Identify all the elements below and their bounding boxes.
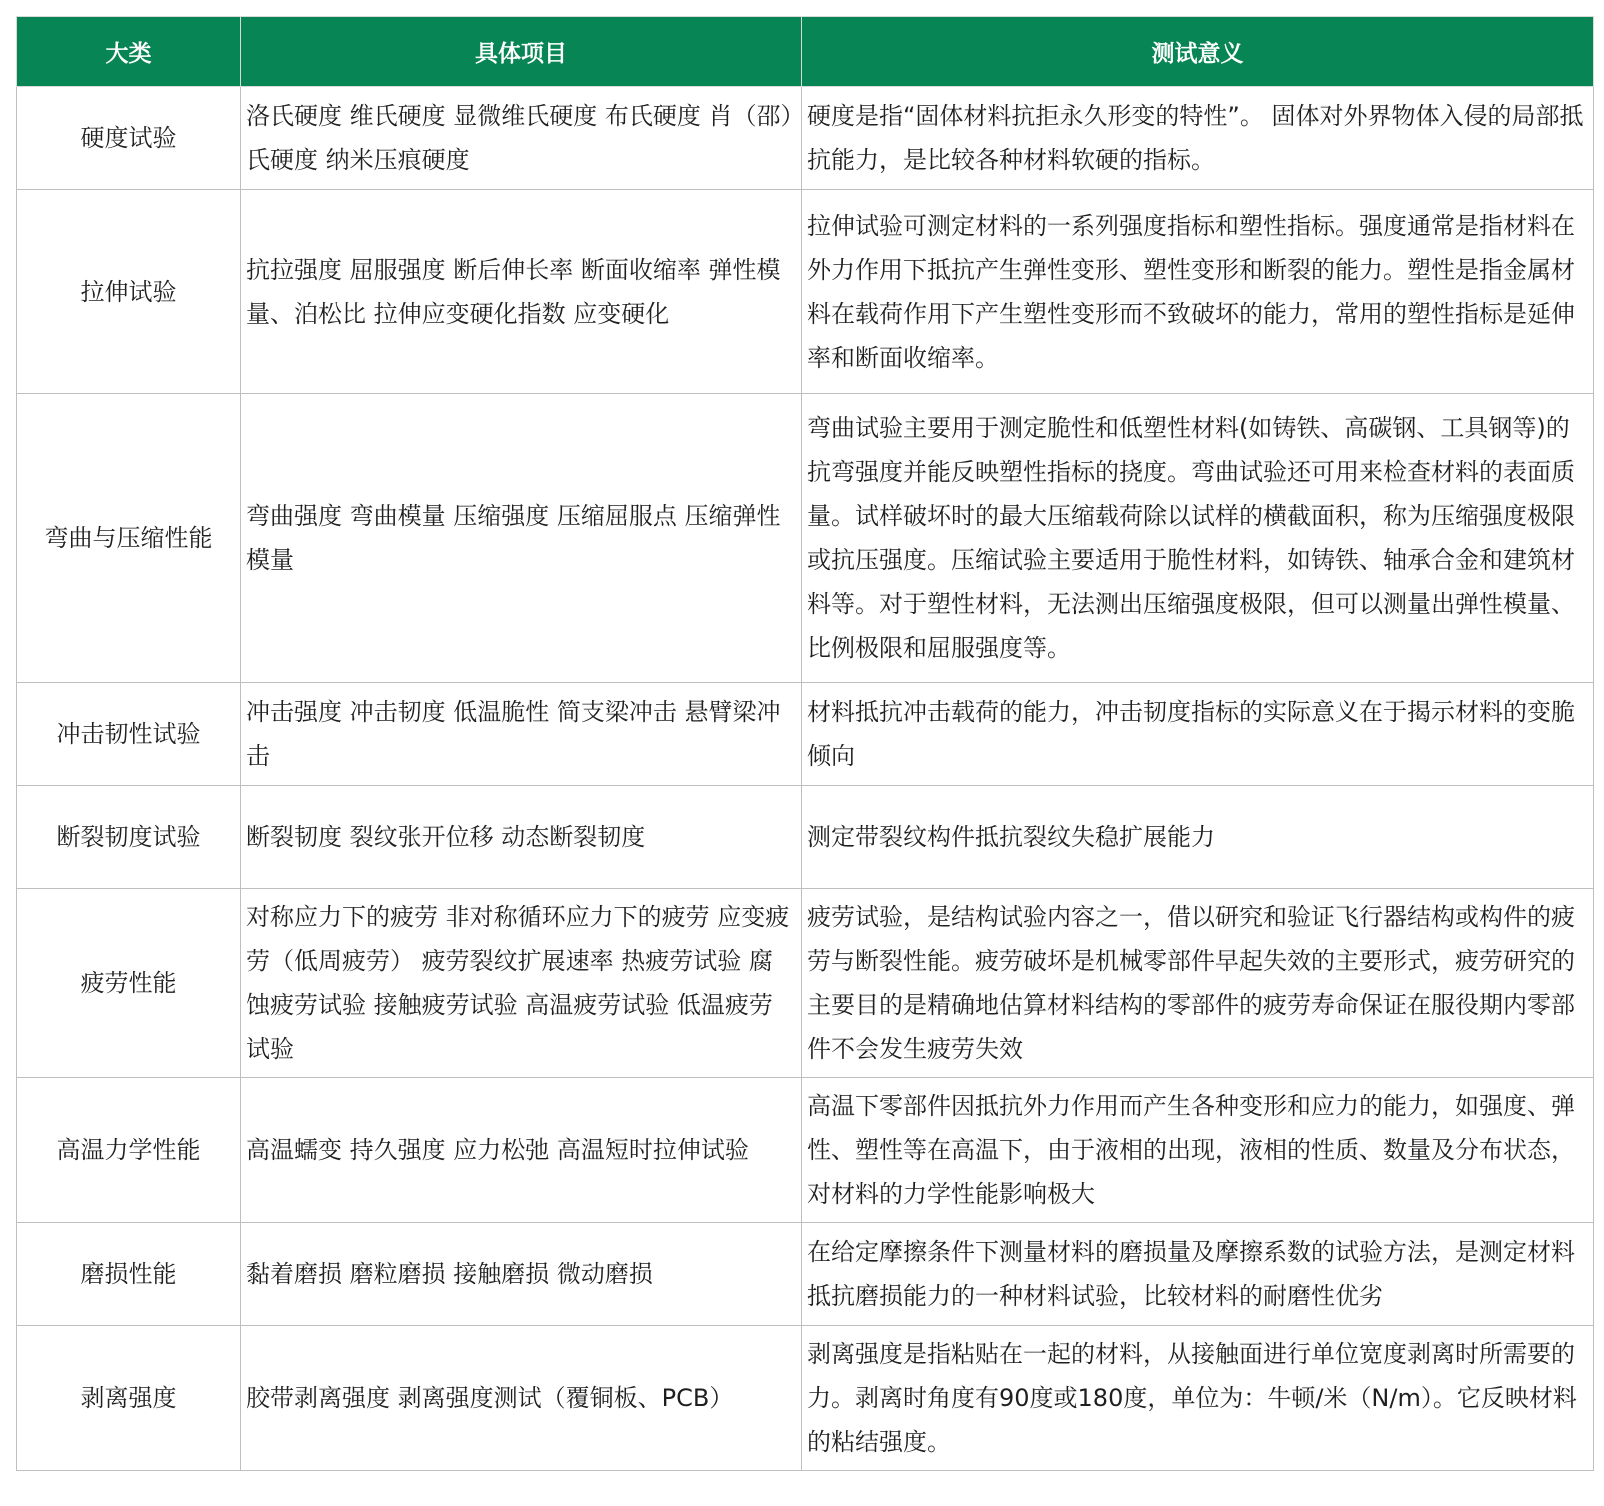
row-items: 弯曲强度 弯曲模量 压缩强度 压缩屈服点 压缩弹性模量 <box>241 394 802 683</box>
row-category: 弯曲与压缩性能 <box>17 394 241 683</box>
row-meaning: 拉伸试验可测定材料的一系列强度指标和塑性指标。强度通常是指材料在外力作用下抵抗产生弹性变形、塑性变形和断裂的能力。塑性是指金属材料在载荷作用下产生塑性变形而不致破坏的能力，常用的塑性指标是延伸率和断面收缩率。 <box>802 190 1594 394</box>
row-meaning: 材料抵抗冲击载荷的能力，冲击韧度指标的实际意义在于揭示材料的变脆倾向 <box>802 683 1594 786</box>
table-row <box>17 87 1594 190</box>
header-category: 大类 <box>17 17 241 87</box>
table-row <box>17 190 1594 394</box>
row-meaning: 疲劳试验，是结构试验内容之一，借以研究和验证飞行器结构或构件的疲劳与断裂性能。疲劳破坏是机械零部件早起失效的主要形式，疲劳研究的主要目的是精确地估算材料结构的零部件的疲劳寿命保证在服役期内零部件不会发生疲劳失效 <box>802 889 1594 1078</box>
row-items: 抗拉强度 屈服强度 断后伸长率 断面收缩率 弹性模量、泊松比 拉伸应变硬化指数 应变硬化 <box>241 190 802 394</box>
row-items: 黏着磨损 磨粒磨损 接触磨损 微动磨损 <box>241 1223 802 1326</box>
row-meaning: 硬度是指“固体材料抗拒永久形变的特性”。 固体对外界物体入侵的局部抵抗能力，是比较各种材料软硬的指标。 <box>802 87 1594 190</box>
row-items: 冲击强度 冲击韧度 低温脆性 简支梁冲击 悬臂梁冲击 <box>241 683 802 786</box>
table-row <box>17 394 1594 683</box>
row-meaning: 剥离强度是指粘贴在一起的材料，从接触面进行单位宽度剥离时所需要的力。剥离时角度有90度或180度，单位为：牛顿/米（N/m）。它反映材料的粘结强度。 <box>802 1326 1594 1471</box>
header-meaning: 测试意义 <box>802 17 1594 87</box>
row-items: 对称应力下的疲劳 非对称循环应力下的疲劳 应变疲劳（低周疲劳） 疲劳裂纹扩展速率 热疲劳试验 腐蚀疲劳试验 接触疲劳试验 高温疲劳试验 低温疲劳试验 <box>241 889 802 1078</box>
row-category: 磨损性能 <box>17 1223 241 1326</box>
row-meaning: 高温下零部件因抵抗外力作用而产生各种变形和应力的能力，如强度、弹性、塑性等在高温下，由于液相的出现，液相的性质、数量及分布状态，对材料的力学性能影响极大 <box>802 1078 1594 1223</box>
row-category: 高温力学性能 <box>17 1078 241 1223</box>
table-row <box>17 889 1594 1078</box>
row-meaning: 弯曲试验主要用于测定脆性和低塑性材料(如铸铁、高碳钢、工具钢等)的抗弯强度并能反映塑性指标的挠度。弯曲试验还可用来检查材料的表面质量。试样破坏时的最大压缩载荷除以试样的横截面积，称为压缩强度极限或抗压强度。压缩试验主要适用于脆性材料，如铸铁、轴承合金和建筑材料等。对于塑性材料，无法测出压缩强度极限，但可以测量出弹性模量、比例极限和屈服强度等。 <box>802 394 1594 683</box>
test-items-table <box>16 16 1594 1471</box>
row-items: 断裂韧度 裂纹张开位移 动态断裂韧度 <box>241 786 802 889</box>
table-row <box>17 683 1594 786</box>
row-category: 拉伸试验 <box>17 190 241 394</box>
row-category: 硬度试验 <box>17 87 241 190</box>
table-row <box>17 786 1594 889</box>
row-category: 冲击韧性试验 <box>17 683 241 786</box>
table-row <box>17 1326 1594 1471</box>
row-category: 疲劳性能 <box>17 889 241 1078</box>
header-items: 具体项目 <box>241 17 802 87</box>
row-items: 高温蠕变 持久强度 应力松弛 高温短时拉伸试验 <box>241 1078 802 1223</box>
row-category: 剥离强度 <box>17 1326 241 1471</box>
table-row <box>17 1223 1594 1326</box>
row-category: 断裂韧度试验 <box>17 786 241 889</box>
table-header-row <box>17 17 1594 87</box>
row-meaning: 在给定摩擦条件下测量材料的磨损量及摩擦系数的试验方法，是测定材料抵抗磨损能力的一种材料试验，比较材料的耐磨性优劣 <box>802 1223 1594 1326</box>
row-items: 洛氏硬度 维氏硬度 显微维氏硬度 布氏硬度 肖（邵）氏硬度 纳米压痕硬度 <box>241 87 802 190</box>
row-items: 胶带剥离强度 剥离强度测试（覆铜板、PCB） <box>241 1326 802 1471</box>
row-meaning: 测定带裂纹构件抵抗裂纹失稳扩展能力 <box>802 786 1594 889</box>
table-row <box>17 1078 1594 1223</box>
